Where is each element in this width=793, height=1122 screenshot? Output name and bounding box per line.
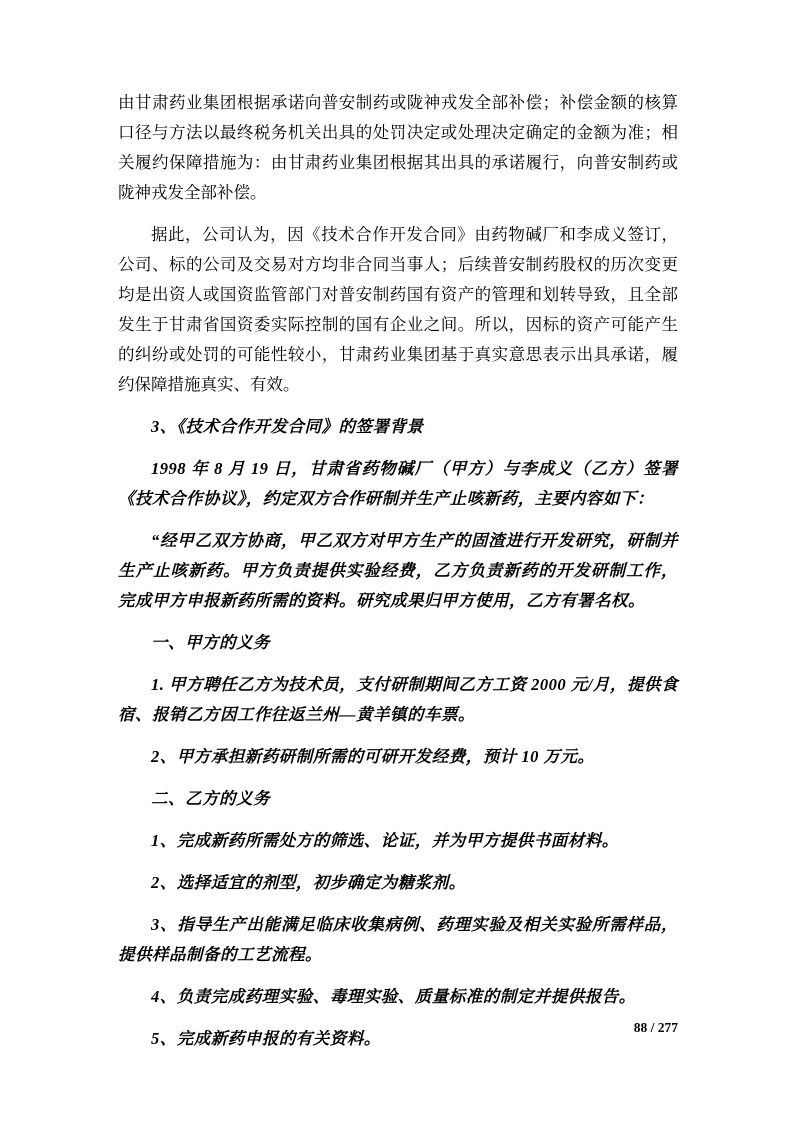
para-compensation-commitment: 由甘肃药业集团根据承诺向普安制药或陇神戎发全部补偿；补偿金额的核算口径与方法以最终税务机关出具的处罚决定或处理决定确定的金额为准；相关履约保障措施为：由甘肃药业集团根据其出具的承诺履行，向普安制药或陇神戎发全部补偿。 [118,93,678,202]
party-b-obligation-item: 2、选择适宜的剂型，初步确定为糖浆剂。 [151,873,466,892]
party-b-obligation-item: 4、负责完成药理实验、毒理实验、质量标准的制定并提供报告。 [151,987,636,1006]
heading-signing-background: 3、《技术合作开发合同》的签署背景 [151,417,424,436]
para-agreement-signing: 1998 年 8 月 19 日，甘肃省药物碱厂（甲方）与李成义（乙方）签署《技术合作协议》，约定双方合作研制并生产止咳新药，主要内容如下： [118,459,678,508]
party-b-obligation-item: 3、指导生产出能满足临床收集病例、药理实验及相关实验所需样品，提供样品制备的工艺流程。 [118,915,678,964]
page-number: 88 / 277 [633,1020,678,1035]
document-text-block [118,88,678,1066]
party-a-obligation-item: 2、甲方承担新药研制所需的可研开发经费，预计 10 万元。 [151,747,595,766]
party-b-obligation-item: 1、完成新药所需处方的筛选、论证，并为甲方提供书面材料。 [151,831,619,850]
para-company-opinion: 据此，公司认为，因《技术合作开发合同》由药物碱厂和李成义签订，公司、标的公司及交易对方均非合同当事人；后续普安制药股权的历次变更均是出资人或国资监管部门对普安制药国有资产的管理和划转导致，且全部发生于甘肃省国资委实际控制的国有企业之间。所以，因标的资产可能产生的纠纷或处罚的可能性较小，甘肃药业集团基于真实意思表示出具承诺，履约保障措施真实、有效。 [118,225,678,394]
para-agreement-quote: “经甲乙双方协商，甲乙双方对甲方生产的固渣进行开发研究，研制并生产止咳新药。甲方负责提供实验经费，乙方负责新药的开发研制工作，完成甲方申报新药所需的资料。研究成果归甲方使用，乙方有署名权。 [118,531,678,610]
heading-party-a-obligations: 一、甲方的义务 [151,633,270,652]
party-b-obligation-item: 5、完成新药申报的有关资料。 [151,1029,381,1048]
heading-party-b-obligations: 二、乙方的义务 [151,789,270,808]
party-a-obligation-item: 1. 甲方聘任乙方为技术员，支付研制期间乙方工资 2000 元/月，提供食宿、报销乙方因工作往返兰州—黄羊镇的车票。 [118,675,678,724]
